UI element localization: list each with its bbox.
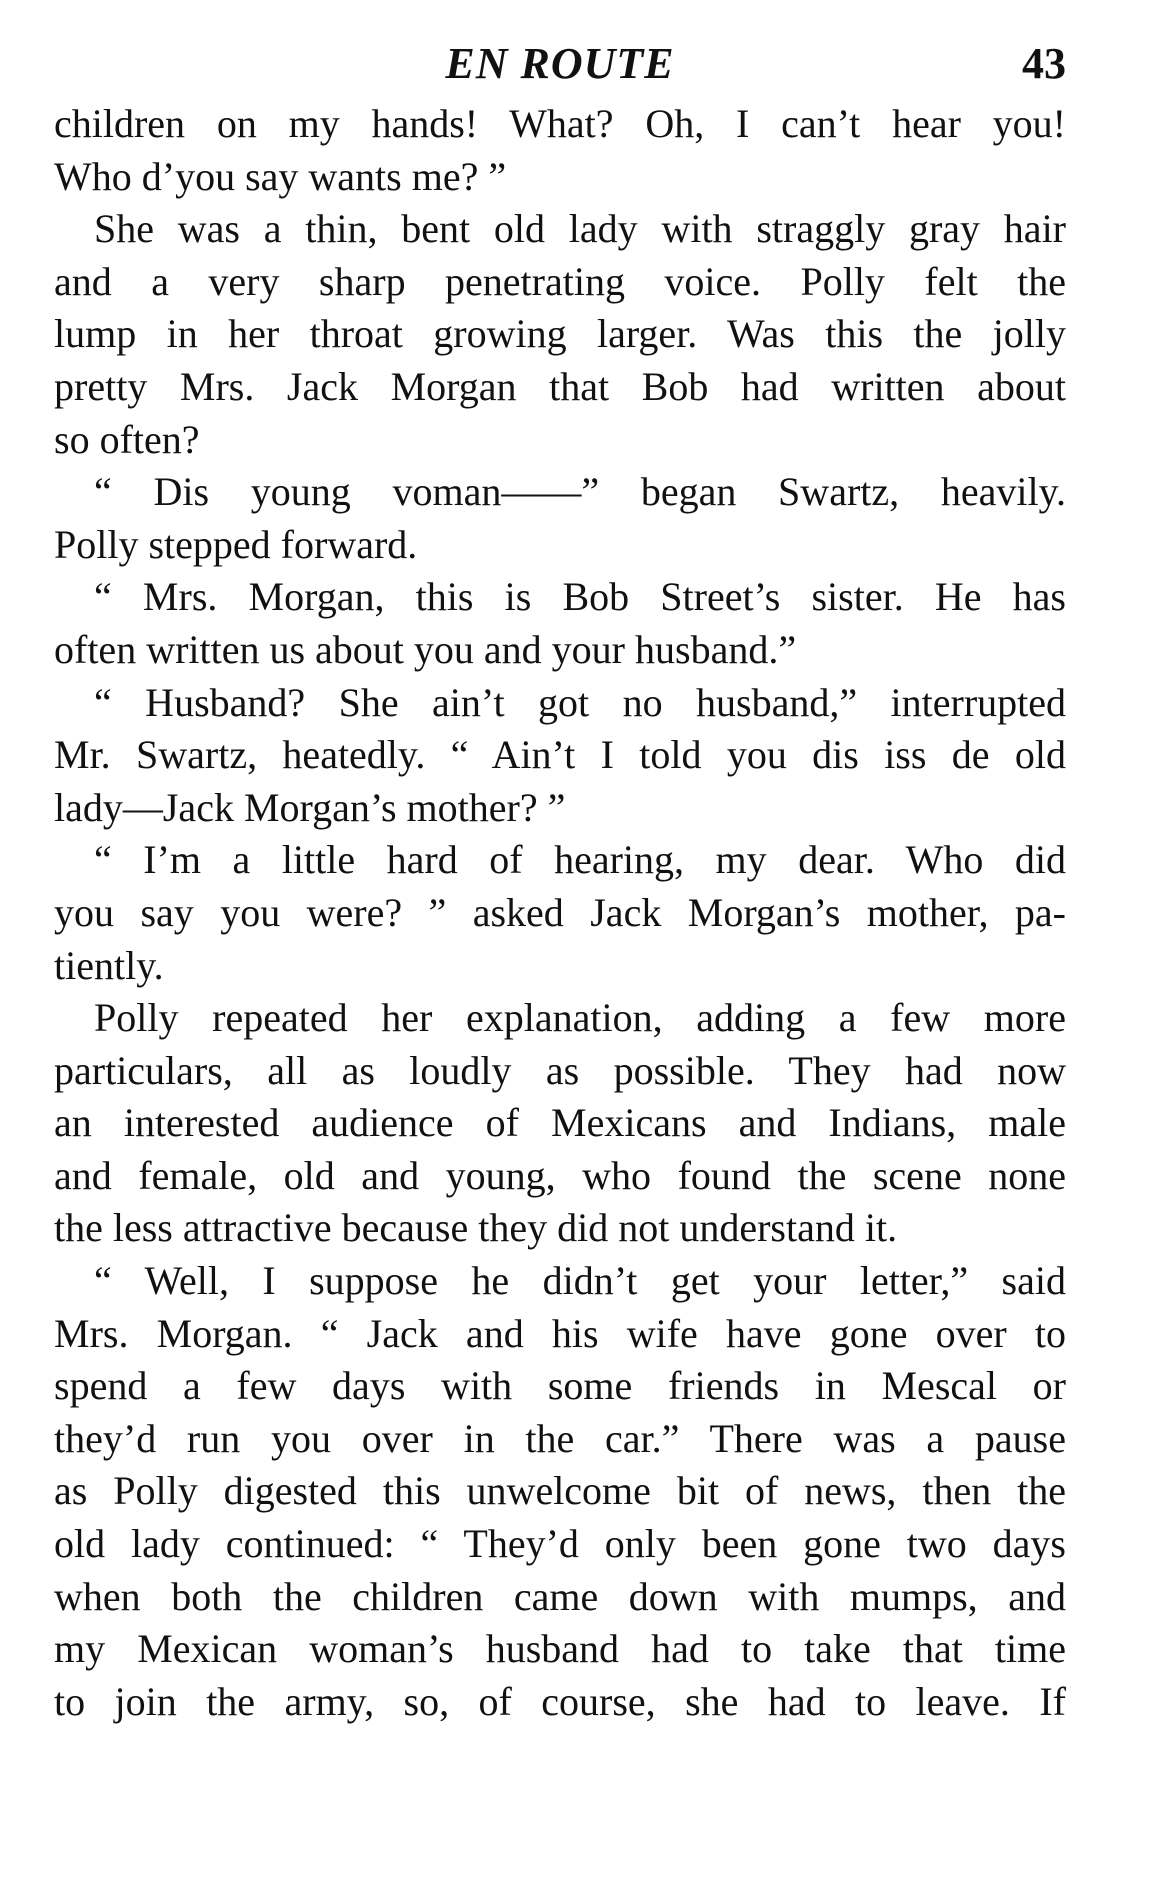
text-line: “ Mrs. Morgan, this is Bob Street’s sister. He has [94,574,1066,620]
text-line: and a very sharp penetrating voice. Polly felt the [54,258,1066,304]
text-line: Polly stepped forward. [54,521,418,567]
text-line: “ Dis young voman——” began Swartz, heavily. [94,469,1066,515]
page-number: 43 [1022,39,1066,88]
text-line: “ I’m a little hard of hearing, my dear. Who did [94,837,1066,883]
text-line: the less attractive because they did not understand it. [54,1205,898,1251]
text-line: an interested audience of Mexicans and Indians, male [54,1100,1066,1146]
text-line: as Polly digested this unwelcome bit of news, then the [54,1468,1066,1514]
text-line: Mrs. Morgan. “ Jack and his wife have gone over to [54,1310,1066,1356]
text-line: lump in her throat growing larger. Was this the jolly [54,311,1066,357]
text-line: old lady continued: “ They’d only been gone two days [54,1521,1066,1567]
text-line: they’d run you over in the car.” There was a pause [54,1415,1066,1461]
text-line: when both the children came down with mumps, and [54,1573,1066,1619]
text-line: children on my hands! What? Oh, I can’t hear you! [54,101,1066,146]
text-line: tiently. [54,942,164,988]
text-line: so often? [54,416,200,462]
text-line: my Mexican woman’s husband had to take that time [54,1626,1066,1672]
text-line: Who d’you say wants me? ” [54,153,507,199]
book-page [54,34,1066,1728]
text-line: She was a thin, bent old lady with straggly gray hair [94,206,1066,252]
text-line: particulars, all as loudly as possible. They had now [54,1047,1066,1093]
text-line: you say you were? ” asked Jack Morgan’s mother, pa- [54,889,1066,935]
text-line: and female, old and young, who found the scene none [54,1152,1066,1198]
text-line: often written us about you and your husband.” [54,626,797,672]
text-line: Polly repeated her explanation, adding a few more [94,995,1066,1041]
body-text [54,98,1066,1728]
text-line: spend a few days with some friends in Mescal or [54,1363,1066,1409]
text-line: Mr. Swartz, heatedly. “ Ain’t I told you dis iss de old [54,732,1066,778]
running-title: EN ROUTE [445,39,675,88]
text-line: “ Well, I suppose he didn’t get your letter,” said [94,1258,1066,1304]
text-line: “ Husband? She ain’t got no husband,” interrupted [94,679,1066,725]
text-line: pretty Mrs. Jack Morgan that Bob had written about [54,363,1066,409]
text-line: to join the army, so, of course, she had to leave. If [54,1678,1066,1724]
text-line: lady—Jack Morgan’s mother? ” [54,784,566,830]
running-head [54,34,1066,94]
